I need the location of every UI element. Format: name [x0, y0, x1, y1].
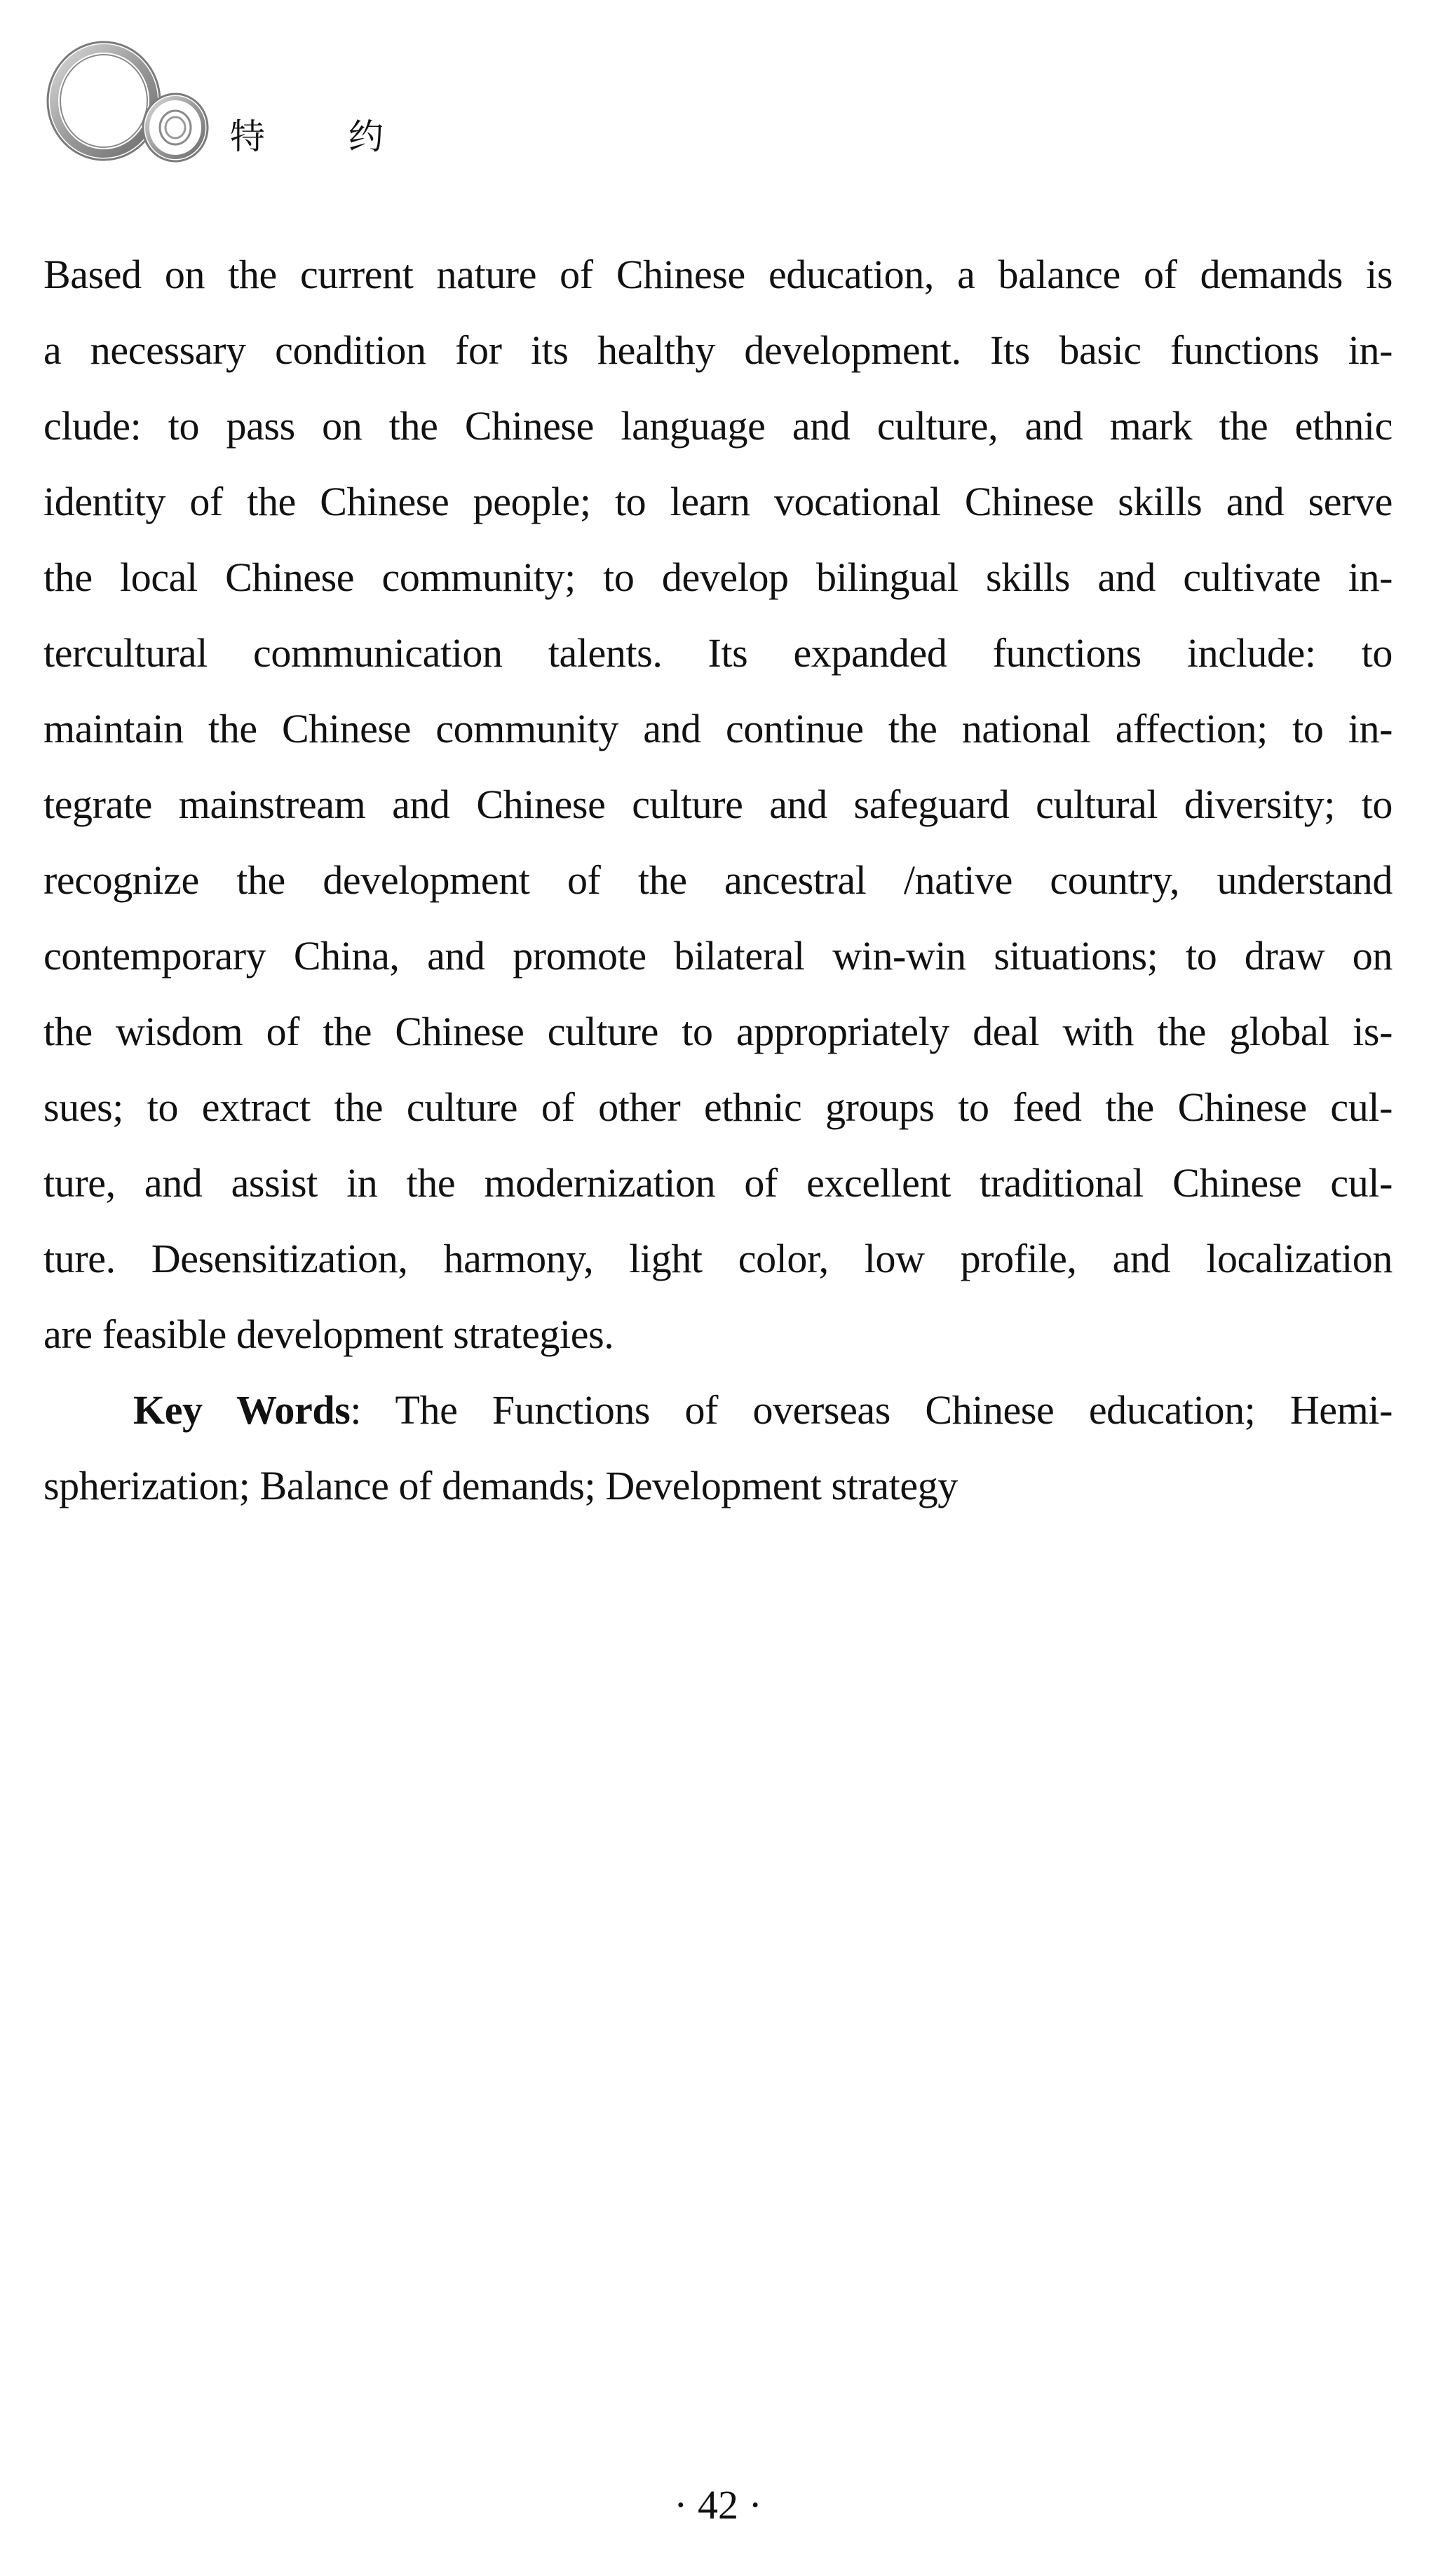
abstract-line: contemporary China, and promote bilateral win-win situations; to draw on	[43, 933, 1393, 979]
abstract-line: are feasible development strategies.	[43, 1311, 614, 1357]
abstract-line: maintain the Chinese community and continue the national affection; to in-	[43, 706, 1393, 751]
abstract-line: sues; to extract the culture of other ethnic groups to feed the Chinese cul-	[43, 1084, 1393, 1130]
abstract-line: tercultural communication talents. Its expanded functions include: to	[43, 630, 1393, 676]
section-label-char: 约	[348, 116, 384, 157]
section-label-char: 特	[230, 116, 265, 157]
abstract-line: recognize the development of the ancestral /native country, understand	[43, 857, 1393, 903]
page-number: · 42 ·	[674, 2482, 762, 2528]
double-ring-logo-icon	[42, 41, 210, 167]
abstract-line: identity of the Chinese people; to learn vocational Chinese skills and serve	[43, 479, 1393, 524]
keywords-line	[43, 1372, 1393, 1448]
keywords-separator: :	[350, 1387, 395, 1433]
abstract-line: ture, and assist in the modernization of excellent traditional Chinese cul-	[43, 1160, 1393, 1206]
abstract-line: the wisdom of the Chinese culture to appropriately deal with the global is-	[43, 1009, 1393, 1054]
keywords-line: spherization; Balance of demands; Development strategy	[43, 1463, 958, 1508]
abstract-line: clude: to pass on the Chinese language and culture, and mark the ethnic	[43, 403, 1393, 449]
keywords-label: Key Words	[133, 1387, 351, 1433]
abstract-line: Based on the current nature of Chinese education, a balance of demands is	[43, 252, 1393, 297]
abstract-line: ture. Desensitization, harmony, light color, low profile, and localization	[43, 1236, 1393, 1281]
keywords-text: The Functions of overseas Chinese education; Hemi-	[395, 1387, 1393, 1433]
abstract-line: tegrate mainstream and Chinese culture and safeguard cultural diversity; to	[43, 782, 1393, 827]
abstract-body	[43, 237, 1393, 1524]
running-header	[42, 41, 533, 167]
abstract-line: the local Chinese community; to develop bilingual skills and cultivate in-	[43, 554, 1393, 600]
abstract-line: a necessary condition for its healthy development. Its basic functions in-	[43, 327, 1393, 373]
